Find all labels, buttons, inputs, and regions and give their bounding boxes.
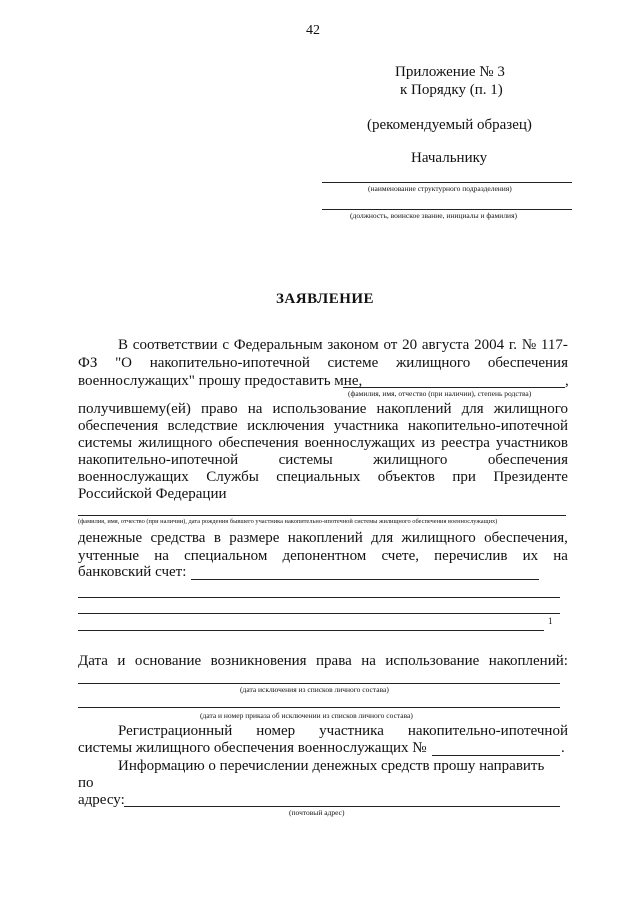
bank-account-underline-4 xyxy=(78,630,544,631)
reg-line1: Регистрационный номер участника накопительно-ипотечной xyxy=(118,723,568,739)
exclusion-date-hint: (дата исключения из списков личного состава) xyxy=(240,685,389,694)
p1-line3: военнослужащих" прошу предоставить мне, xyxy=(78,373,363,389)
info-line3: адресу: xyxy=(78,792,125,808)
exclusion-date-underline xyxy=(78,683,560,684)
position-underline xyxy=(322,209,572,210)
procedure-label: к Порядку (п. 1) xyxy=(400,82,503,98)
former-hint: (фамилия, имя, отчество (при наличии), дата рождения бывшего участника накопительно-ипотечной системы жилищного обеспечения военнослужащих) xyxy=(78,518,498,525)
info-line1: Информацию о перечислении денежных средств прошу направить xyxy=(118,758,545,774)
sample-label: (рекомендуемый образец) xyxy=(367,117,532,133)
reg-line2: системы жилищного обеспечения военнослужащих № xyxy=(78,740,427,756)
footnote-mark: 1 xyxy=(548,616,553,626)
person-underline xyxy=(343,387,565,388)
person-hint: (фамилия, имя, отчество (при наличии), степень родства) xyxy=(348,389,532,398)
order-underline xyxy=(78,707,560,708)
info-line2: по xyxy=(78,775,94,791)
p1-line1: В соответствии с Федеральным законом от 20 августа 2004 г. № 117- xyxy=(118,337,568,353)
bank-account-underline-1 xyxy=(191,579,539,580)
unit-hint: (наименование структурного подразделения) xyxy=(368,184,512,193)
reg-number-underline xyxy=(432,755,560,756)
p2-line2: обеспечения вследствие исключения участника накопительно-ипотечной xyxy=(78,418,568,434)
order-hint: (дата и номер приказа об исключении из списков личного состава) xyxy=(200,711,413,720)
former-underline xyxy=(78,515,566,516)
p3-line3: банковский счет: xyxy=(78,564,187,580)
p1-line3-comma: , xyxy=(565,373,569,389)
p2-line5: военнослужащих Службы специальных объектов при Президенте xyxy=(78,469,568,485)
document-title: ЗАЯВЛЕНИЕ xyxy=(276,291,375,307)
reg-line2-period: . xyxy=(561,740,565,756)
appendix-label: Приложение № 3 xyxy=(395,64,505,80)
p2-line1: получившему(ей) право на использование накоплений для жилищного xyxy=(78,401,568,417)
bank-account-underline-2 xyxy=(78,597,560,598)
p1-line2: ФЗ "О накопительно-ипотечной системе жилищного обеспечения xyxy=(78,355,568,371)
bank-account-underline-3 xyxy=(78,613,560,614)
date-basis-line: Дата и основание возникновения права на использование накоплений: xyxy=(78,653,568,669)
unit-underline xyxy=(322,182,572,183)
p3-line1: денежные средства в размере накоплений для жилищного обеспечения, xyxy=(78,530,568,546)
p2-line6: Российской Федерации xyxy=(78,486,227,502)
postal-address-underline xyxy=(124,806,560,807)
page-number: 42 xyxy=(306,23,320,38)
position-hint: (должность, воинское звание, инициалы и фамилия) xyxy=(350,211,518,220)
p3-line2: учтенные на специальном депонентном счете, перечислив их на xyxy=(78,548,568,564)
addressee-label: Начальнику xyxy=(411,150,488,166)
postal-address-hint: (почтовый адрес) xyxy=(289,808,345,817)
p2-line3: системы жилищного обеспечения военнослужащих из реестра участников xyxy=(78,435,568,451)
p2-line4: накопительно-ипотечной системы жилищного обеспечения xyxy=(78,452,568,468)
